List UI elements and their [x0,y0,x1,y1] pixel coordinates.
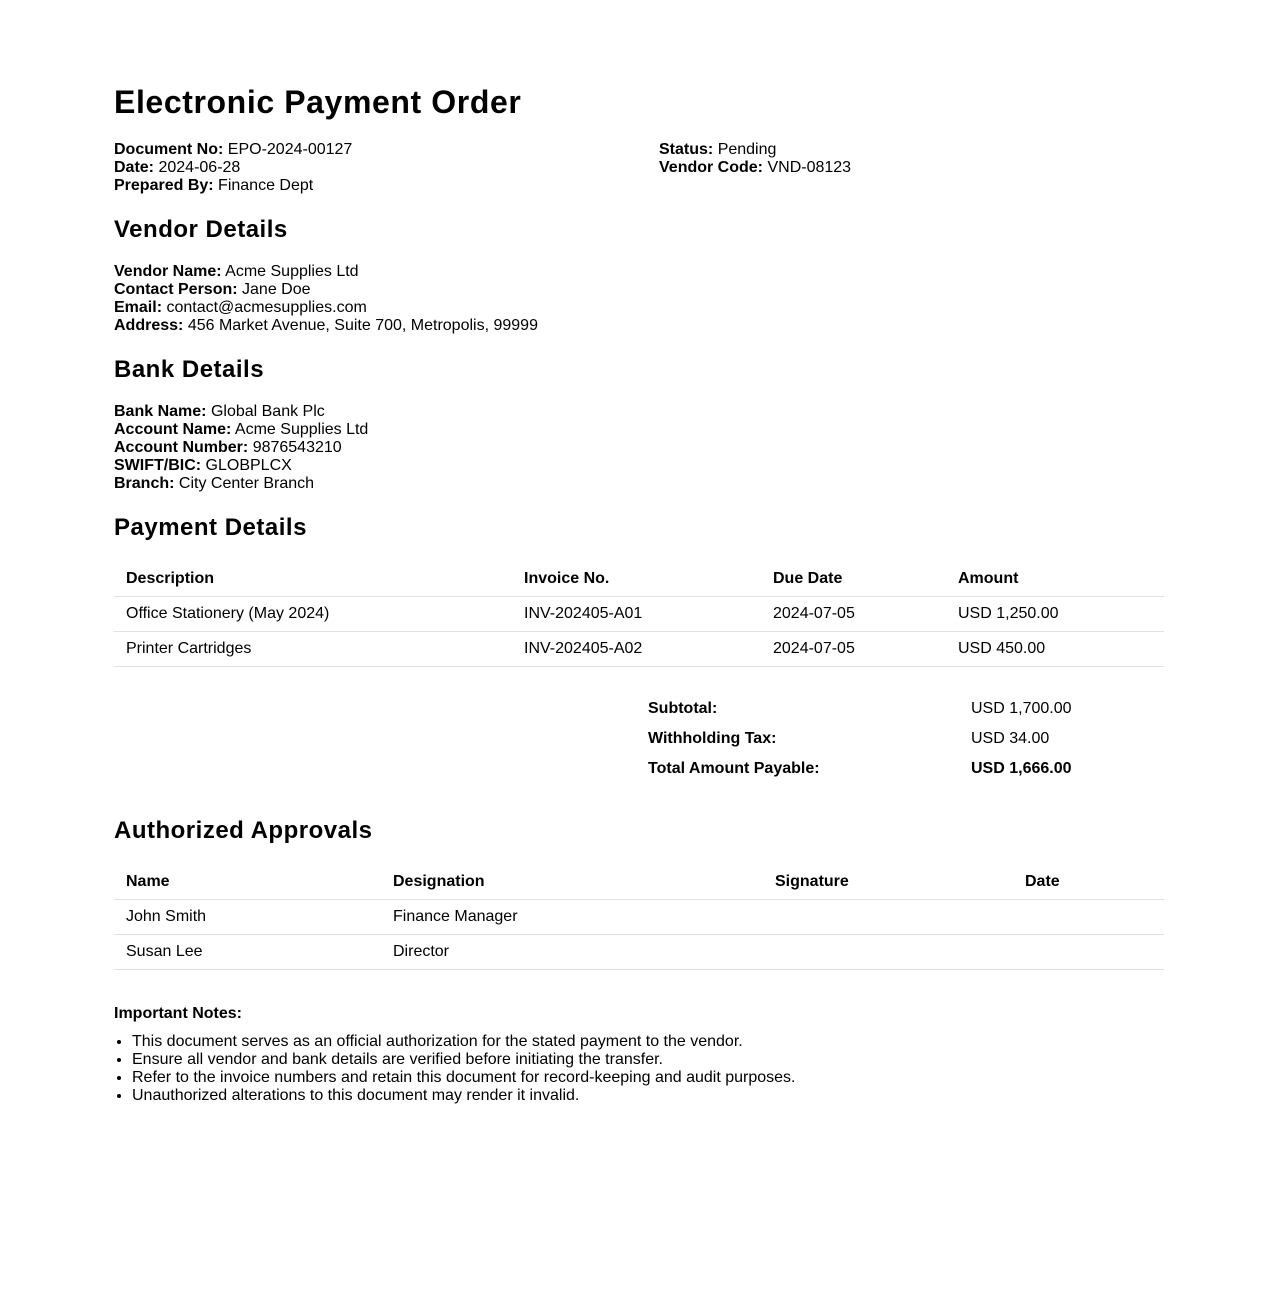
amount: USD 450.00 [946,632,1164,667]
list-item: • Refer to the invoice numbers and retain this document for record-keeping and audit purposes. [132,1069,796,1087]
document-number-label: Document No: [114,141,224,158]
list-item: • Ensure all vendor and bank details are verified before initiating the transfer. [132,1051,796,1069]
vendor-code [659,159,851,177]
account-number-value: 9876543210 [252,439,342,456]
vendor-email-label: Email: [114,299,163,316]
contact-person-value: Jane Doe [242,281,311,298]
vendor-name-value: Acme Supplies Ltd [225,263,359,280]
payment-description: Office Stationery (May 2024) [114,597,512,632]
swift-bic-value: GLOBPLCX [205,457,292,474]
vendor-code-value: VND-08123 [767,159,852,176]
document-number [114,141,352,159]
prepared-by-value: Finance Dept [218,177,314,194]
table-row [114,632,1164,667]
document-meta-right [659,141,851,177]
table-header-row [114,864,1164,900]
vendor-email [114,299,538,317]
document-title: Electronic Payment Order [114,84,522,120]
status [659,141,851,159]
column-header: Amount [946,561,1164,597]
contact-person-label: Contact Person: [114,281,238,298]
subtotal-value: USD 1,700.00 [971,700,1072,717]
vendor-address-value: 456 Market Avenue, Suite 700, Metropolis, 99999 [187,317,538,334]
table-row [114,935,1164,970]
prepared-by [114,177,352,195]
table-header-row [114,561,1164,597]
list-item: • Unauthorized alterations to this document may render it invalid. [132,1087,796,1105]
important-notes-list [114,1033,796,1105]
total-payable-row [636,754,1143,784]
approval-date-field [1013,900,1164,935]
bank-details-heading: Bank Details [114,356,265,383]
payment-description: Printer Cartridges [114,632,512,667]
document-date-label: Date: [114,159,155,176]
account-number-label: Account Number: [114,439,249,456]
document-date-value: 2024-06-28 [158,159,241,176]
due-date: 2024-07-05 [761,597,946,632]
invoice-number: INV-202405-A02 [512,632,761,667]
account-number [114,439,368,457]
bank-name [114,403,368,421]
bank-name-label: Bank Name: [114,403,207,420]
account-name-value: Acme Supplies Ltd [234,421,369,438]
branch-label: Branch: [114,475,175,492]
vendor-address [114,317,538,335]
prepared-by-label: Prepared By: [114,177,214,194]
vendor-address-label: Address: [114,317,184,334]
approval-date-field [1013,935,1164,970]
totals-table [636,694,1143,784]
account-name-label: Account Name: [114,421,232,438]
signature-field [763,935,1013,970]
account-name [114,421,368,439]
contact-person [114,281,538,299]
signature-field [763,900,1013,935]
approver-name: Susan Lee [114,935,381,970]
approver-designation: Finance Manager [381,900,763,935]
branch-value: City Center Branch [178,475,315,492]
branch [114,475,368,493]
total-payable-label: Total Amount Payable: [648,760,820,777]
vendor-email-value: contact@acmesupplies.com [166,299,367,316]
column-header: Description [114,561,512,597]
vendor-code-label: Vendor Code: [659,159,764,176]
bank-details [114,403,368,493]
payment-details-heading: Payment Details [114,514,307,541]
column-header: Date [1013,864,1164,900]
vendor-name-label: Vendor Name: [114,263,222,280]
document-date [114,159,352,177]
swift-bic-label: SWIFT/BIC: [114,457,202,474]
column-header: Signature [763,864,1013,900]
approver-name: John Smith [114,900,381,935]
payment-details-table [114,561,1164,667]
vendor-details-heading: Vendor Details [114,216,288,243]
vendor-name [114,263,538,281]
column-header: Name [114,864,381,900]
vendor-details [114,263,538,335]
table-row [114,597,1164,632]
subtotal-row [636,694,1143,724]
subtotal-label: Subtotal: [648,700,718,717]
withholding-tax-value: USD 34.00 [971,730,1050,747]
column-header: Invoice No. [512,561,761,597]
due-date: 2024-07-05 [761,632,946,667]
total-payable-value: USD 1,666.00 [971,760,1072,777]
authorized-approvals-heading: Authorized Approvals [114,817,373,844]
table-row [114,900,1164,935]
amount: USD 1,250.00 [946,597,1164,632]
column-header: Designation [381,864,763,900]
invoice-number: INV-202405-A01 [512,597,761,632]
status-value: Pending [717,141,777,158]
document-number-value: EPO-2024-00127 [227,141,353,158]
document-meta-left [114,141,352,195]
approvals-table [114,864,1164,970]
status-label: Status: [659,141,714,158]
swift-bic [114,457,368,475]
important-notes-heading: Important Notes: [114,1005,242,1022]
withholding-tax-label: Withholding Tax: [648,730,777,747]
withholding-tax-row [636,724,1143,754]
column-header: Due Date [761,561,946,597]
list-item: • This document serves as an official authorization for the stated payment to the vendor. [132,1033,796,1051]
approver-designation: Director [381,935,763,970]
bank-name-value: Global Bank Plc [210,403,325,420]
